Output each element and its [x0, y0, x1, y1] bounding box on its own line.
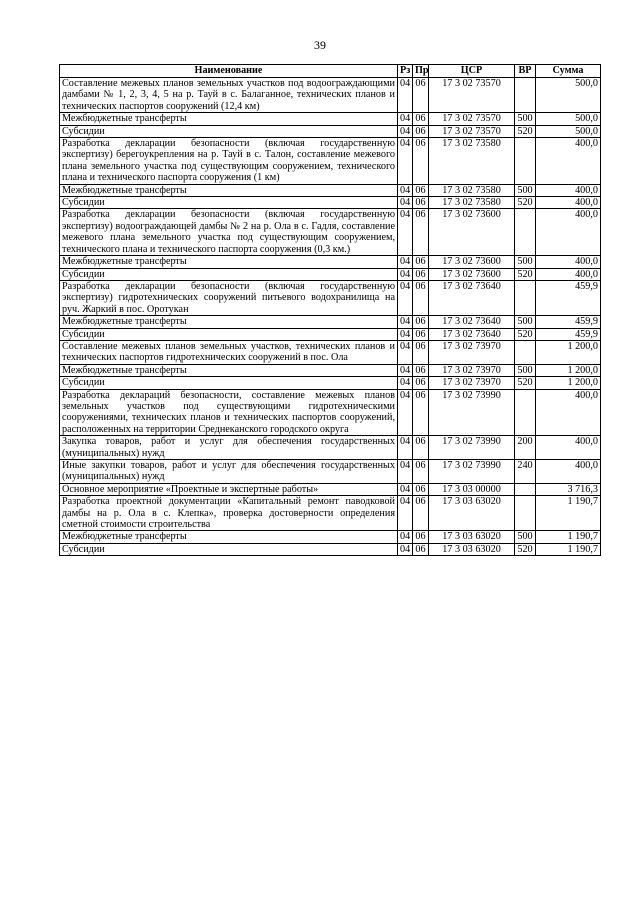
- table-body: [60, 78, 601, 556]
- cell-vr: 500: [515, 531, 536, 543]
- cell-rz: 04: [398, 197, 413, 209]
- cell-pr: 06: [413, 256, 429, 268]
- cell-rz: 04: [398, 377, 413, 389]
- table-row: [60, 184, 601, 196]
- cell-vr: 520: [515, 543, 536, 555]
- cell-pr: 06: [413, 280, 429, 315]
- cell-vr: [515, 209, 536, 256]
- cell-name: Межбюджетные трансферты: [60, 531, 398, 543]
- cell-name: Субсидии: [60, 125, 398, 137]
- cell-sum: 400,0: [536, 389, 601, 436]
- cell-sum: 400,0: [536, 256, 601, 268]
- cell-name: Разработка декларации безопасности (включая государственную экспертизу) водоограждающей дамбы № 2 на р. Ола в с. Гадля, составление межевого плана земельного участка под существующим сооружением, технического плана и технического паспорта сооружения (0,3 км.): [60, 209, 398, 256]
- cell-rz: 04: [398, 78, 413, 113]
- cell-csr: 17 3 03 63020: [429, 496, 515, 531]
- table-row: [60, 125, 601, 137]
- cell-rz: 04: [398, 364, 413, 376]
- cell-sum: 1 190,7: [536, 531, 601, 543]
- cell-rz: 04: [398, 436, 413, 460]
- table-row: [60, 78, 601, 113]
- table-row: [60, 316, 601, 328]
- header-sum: Сумма: [536, 65, 601, 78]
- cell-csr: 17 3 02 73640: [429, 280, 515, 315]
- cell-csr: 17 3 02 73990: [429, 460, 515, 484]
- cell-name: Межбюджетные трансферты: [60, 113, 398, 125]
- cell-csr: 17 3 03 00000: [429, 483, 515, 495]
- cell-vr: 500: [515, 184, 536, 196]
- cell-rz: 04: [398, 138, 413, 185]
- cell-name: Закупка товаров, работ и услуг для обеспечения государственных (муниципальных) нужд: [60, 436, 398, 460]
- table-row: [60, 436, 601, 460]
- cell-pr: 06: [413, 389, 429, 436]
- cell-name: Межбюджетные трансферты: [60, 364, 398, 376]
- table-row: [60, 280, 601, 315]
- cell-name: Межбюджетные трансферты: [60, 256, 398, 268]
- cell-csr: 17 3 02 73640: [429, 316, 515, 328]
- cell-name: Субсидии: [60, 328, 398, 340]
- cell-pr: 06: [413, 113, 429, 125]
- cell-rz: 04: [398, 280, 413, 315]
- cell-name: Разработка декларации безопасности (включая государственную экспертизу) гидротехнических сооружений питьевого водохранилища на руч. Жаркий в пос. Оротукан: [60, 280, 398, 315]
- cell-sum: 400,0: [536, 197, 601, 209]
- table-row: [60, 377, 601, 389]
- cell-pr: 06: [413, 268, 429, 280]
- cell-name: Межбюджетные трансферты: [60, 316, 398, 328]
- cell-vr: [515, 78, 536, 113]
- cell-csr: 17 3 02 73990: [429, 436, 515, 460]
- cell-rz: 04: [398, 460, 413, 484]
- cell-sum: 400,0: [536, 268, 601, 280]
- table-row: [60, 209, 601, 256]
- cell-csr: 17 3 02 73970: [429, 377, 515, 389]
- cell-pr: 06: [413, 78, 429, 113]
- cell-rz: 04: [398, 543, 413, 555]
- cell-vr: [515, 280, 536, 315]
- table-row: [60, 543, 601, 555]
- cell-rz: 04: [398, 209, 413, 256]
- cell-pr: 06: [413, 316, 429, 328]
- cell-vr: [515, 483, 536, 495]
- cell-vr: 520: [515, 268, 536, 280]
- cell-pr: 06: [413, 328, 429, 340]
- cell-pr: 06: [413, 436, 429, 460]
- cell-name: Основное мероприятие «Проектные и экспертные работы»: [60, 483, 398, 495]
- cell-sum: 459,9: [536, 280, 601, 315]
- cell-csr: 17 3 02 73970: [429, 340, 515, 364]
- cell-rz: 04: [398, 340, 413, 364]
- cell-vr: 500: [515, 256, 536, 268]
- cell-pr: 06: [413, 138, 429, 185]
- cell-csr: 17 3 02 73600: [429, 256, 515, 268]
- cell-pr: 06: [413, 125, 429, 137]
- table-row: [60, 460, 601, 484]
- header-pr: Пр: [413, 65, 429, 78]
- cell-pr: 06: [413, 197, 429, 209]
- cell-sum: 500,0: [536, 113, 601, 125]
- cell-rz: 04: [398, 113, 413, 125]
- cell-sum: 500,0: [536, 78, 601, 113]
- cell-pr: 06: [413, 543, 429, 555]
- cell-rz: 04: [398, 328, 413, 340]
- cell-vr: 200: [515, 436, 536, 460]
- cell-vr: [515, 496, 536, 531]
- table-row: [60, 364, 601, 376]
- table-row: [60, 389, 601, 436]
- cell-pr: 06: [413, 483, 429, 495]
- cell-sum: 400,0: [536, 138, 601, 185]
- cell-name: Межбюджетные трансферты: [60, 184, 398, 196]
- header-vr: ВР: [515, 65, 536, 78]
- table-row: [60, 496, 601, 531]
- table-row: [60, 138, 601, 185]
- cell-sum: 459,9: [536, 316, 601, 328]
- cell-name: Иные закупки товаров, работ и услуг для обеспечения государственных (муниципальных) нужд: [60, 460, 398, 484]
- cell-csr: 17 3 02 73580: [429, 184, 515, 196]
- cell-sum: 500,0: [536, 125, 601, 137]
- header-csr: ЦСР: [429, 65, 515, 78]
- cell-pr: 06: [413, 460, 429, 484]
- cell-vr: 520: [515, 328, 536, 340]
- cell-csr: 17 3 02 73580: [429, 197, 515, 209]
- cell-csr: 17 3 03 63020: [429, 531, 515, 543]
- cell-rz: 04: [398, 483, 413, 495]
- cell-sum: 400,0: [536, 436, 601, 460]
- header-name: Наименование: [60, 65, 398, 78]
- cell-csr: 17 3 03 63020: [429, 543, 515, 555]
- table-row: [60, 340, 601, 364]
- cell-csr: 17 3 02 73600: [429, 209, 515, 256]
- cell-vr: 520: [515, 377, 536, 389]
- budget-table: [59, 64, 601, 556]
- cell-name: Составление межевых планов земельных участков, технических планов и технических паспортов гидротехнических сооружений в пос. Ола: [60, 340, 398, 364]
- table-row: [60, 256, 601, 268]
- cell-csr: 17 3 02 73580: [429, 138, 515, 185]
- cell-vr: 520: [515, 197, 536, 209]
- cell-rz: 04: [398, 125, 413, 137]
- cell-pr: 06: [413, 377, 429, 389]
- cell-rz: 04: [398, 268, 413, 280]
- cell-pr: 06: [413, 184, 429, 196]
- table-header-row: [60, 65, 601, 78]
- cell-name: Разработка деклараций безопасности, составление межевых планов земельных участков под существующими гидротехническими сооружениями, технических планов и технических паспортов сооружений, расположенных на территории Среднеканского городского округа: [60, 389, 398, 436]
- cell-name: Разработка проектной документации «Капитальный ремонт паводковой дамбы на р. Ола в с. Клепка», проверка достоверности определения сметной стоимости строительства: [60, 496, 398, 531]
- table-row: [60, 483, 601, 495]
- cell-vr: 500: [515, 113, 536, 125]
- cell-pr: 06: [413, 364, 429, 376]
- cell-vr: 520: [515, 125, 536, 137]
- cell-csr: 17 3 02 73570: [429, 113, 515, 125]
- cell-sum: 1 190,7: [536, 543, 601, 555]
- cell-vr: [515, 389, 536, 436]
- cell-pr: 06: [413, 496, 429, 531]
- cell-sum: 400,0: [536, 184, 601, 196]
- cell-name: Субсидии: [60, 543, 398, 555]
- cell-name: Субсидии: [60, 377, 398, 389]
- cell-csr: 17 3 02 73570: [429, 125, 515, 137]
- cell-name: Разработка декларации безопасности (включая государственную экспертизу) берегоукрепления на р. Тауй в с. Талон, составление межевого плана земельного участка под существующим сооружением, технического плана и технического паспорта сооружения (1 км): [60, 138, 398, 185]
- cell-pr: 06: [413, 531, 429, 543]
- cell-csr: 17 3 02 73600: [429, 268, 515, 280]
- table-row: [60, 531, 601, 543]
- cell-sum: 1 200,0: [536, 364, 601, 376]
- table-row: [60, 268, 601, 280]
- cell-sum: 1 200,0: [536, 340, 601, 364]
- cell-name: Субсидии: [60, 268, 398, 280]
- cell-csr: 17 3 02 73640: [429, 328, 515, 340]
- cell-rz: 04: [398, 496, 413, 531]
- cell-vr: 500: [515, 364, 536, 376]
- cell-name: Субсидии: [60, 197, 398, 209]
- cell-rz: 04: [398, 316, 413, 328]
- table-row: [60, 197, 601, 209]
- cell-csr: 17 3 02 73970: [429, 364, 515, 376]
- cell-csr: 17 3 02 73570: [429, 78, 515, 113]
- cell-sum: 1 190,7: [536, 496, 601, 531]
- cell-sum: 1 200,0: [536, 377, 601, 389]
- cell-vr: [515, 138, 536, 185]
- cell-rz: 04: [398, 389, 413, 436]
- cell-rz: 04: [398, 256, 413, 268]
- cell-rz: 04: [398, 184, 413, 196]
- cell-sum: 400,0: [536, 460, 601, 484]
- page-number: 39: [314, 38, 326, 52]
- header-rz: Рз: [398, 65, 413, 78]
- cell-sum: 3 716,3: [536, 483, 601, 495]
- cell-pr: 06: [413, 340, 429, 364]
- cell-csr: 17 3 02 73990: [429, 389, 515, 436]
- cell-vr: 500: [515, 316, 536, 328]
- cell-name: Составление межевых планов земельных участков под водоограждающими дамбами № 1, 2, 3, 4, 5 на р. Тауй в с. Балаганное, технических планов и технических паспортов сооружений (12,4 км): [60, 78, 398, 113]
- cell-rz: 04: [398, 531, 413, 543]
- cell-vr: 240: [515, 460, 536, 484]
- table-row: [60, 113, 601, 125]
- cell-pr: 06: [413, 209, 429, 256]
- cell-sum: 459,9: [536, 328, 601, 340]
- cell-sum: 400,0: [536, 209, 601, 256]
- table-row: [60, 328, 601, 340]
- cell-vr: [515, 340, 536, 364]
